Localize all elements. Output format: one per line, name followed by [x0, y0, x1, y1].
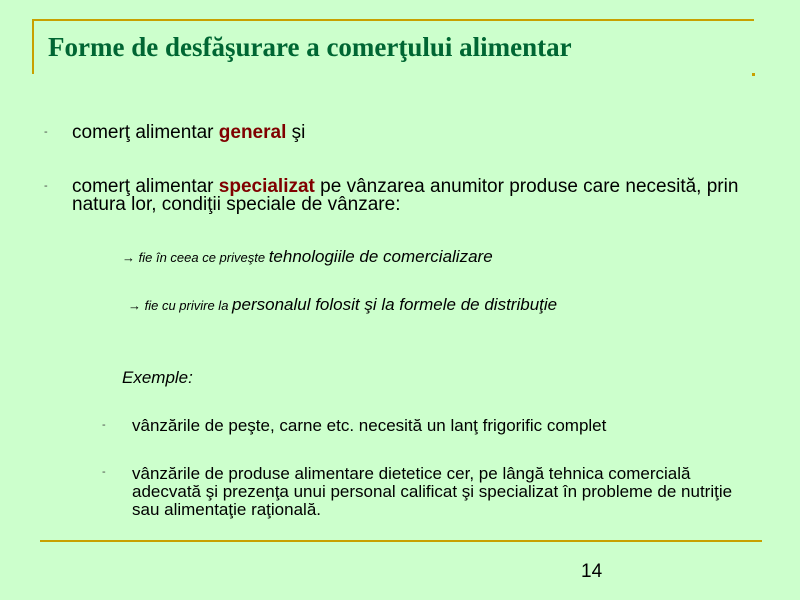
- arrow-icon: →: [122, 250, 135, 265]
- footer-rule: [40, 540, 762, 542]
- bullet-item-general: [72, 124, 752, 142]
- arrow-main-text: tehnologiile de comercializare: [268, 247, 493, 266]
- title-frame-top-line: [32, 19, 754, 21]
- bullet-marker: -: [44, 180, 48, 192]
- arrow-lead-text: fie în ceea ce priveşte: [135, 250, 269, 265]
- example-item-peste: vânzările de peşte, carne etc. necesită un lanţ frigorific complet: [132, 416, 607, 435]
- examples-label: Exemple:: [122, 368, 193, 387]
- bullet-marker: -: [44, 126, 48, 138]
- arrow-icon: →: [128, 298, 141, 313]
- bullet-marker: -: [102, 419, 106, 431]
- bullet-text: şi: [286, 122, 306, 143]
- bullet-text: pe vânzarea anumitor produse care necesită, prin natura lor, condiţii speciale de vânzare:: [72, 176, 739, 215]
- example-item-dietetice: vânzările de produse alimentare dietetice cer, pe lângă tehnica comercială adecvată şi prezenţa unui personal calificat şi specializat în probleme de nutriţie sau alimentaţie raţională.: [132, 464, 733, 519]
- bullet-marker: -: [102, 466, 106, 478]
- bullet-text: comerţ alimentar: [72, 176, 219, 197]
- keyword-specializat: specializat: [218, 176, 315, 197]
- slide-title: Forme de desfăşurare a comerţului alimentar: [48, 32, 572, 62]
- arrow-line-personal: [128, 295, 557, 315]
- title-frame-left-line: [32, 19, 34, 74]
- arrow-main-text: personalul folosit şi la formele de distribuţie: [232, 295, 558, 314]
- arrow-line-tehnologii: [122, 247, 493, 267]
- bullet-item-specializat: [72, 178, 752, 214]
- bullet-text: comerţ alimentar: [72, 122, 219, 143]
- page-number: 14: [581, 561, 603, 582]
- title-frame-dot: [752, 73, 755, 76]
- keyword-general: general: [218, 122, 287, 143]
- arrow-lead-text: fie cu privire la: [141, 298, 233, 313]
